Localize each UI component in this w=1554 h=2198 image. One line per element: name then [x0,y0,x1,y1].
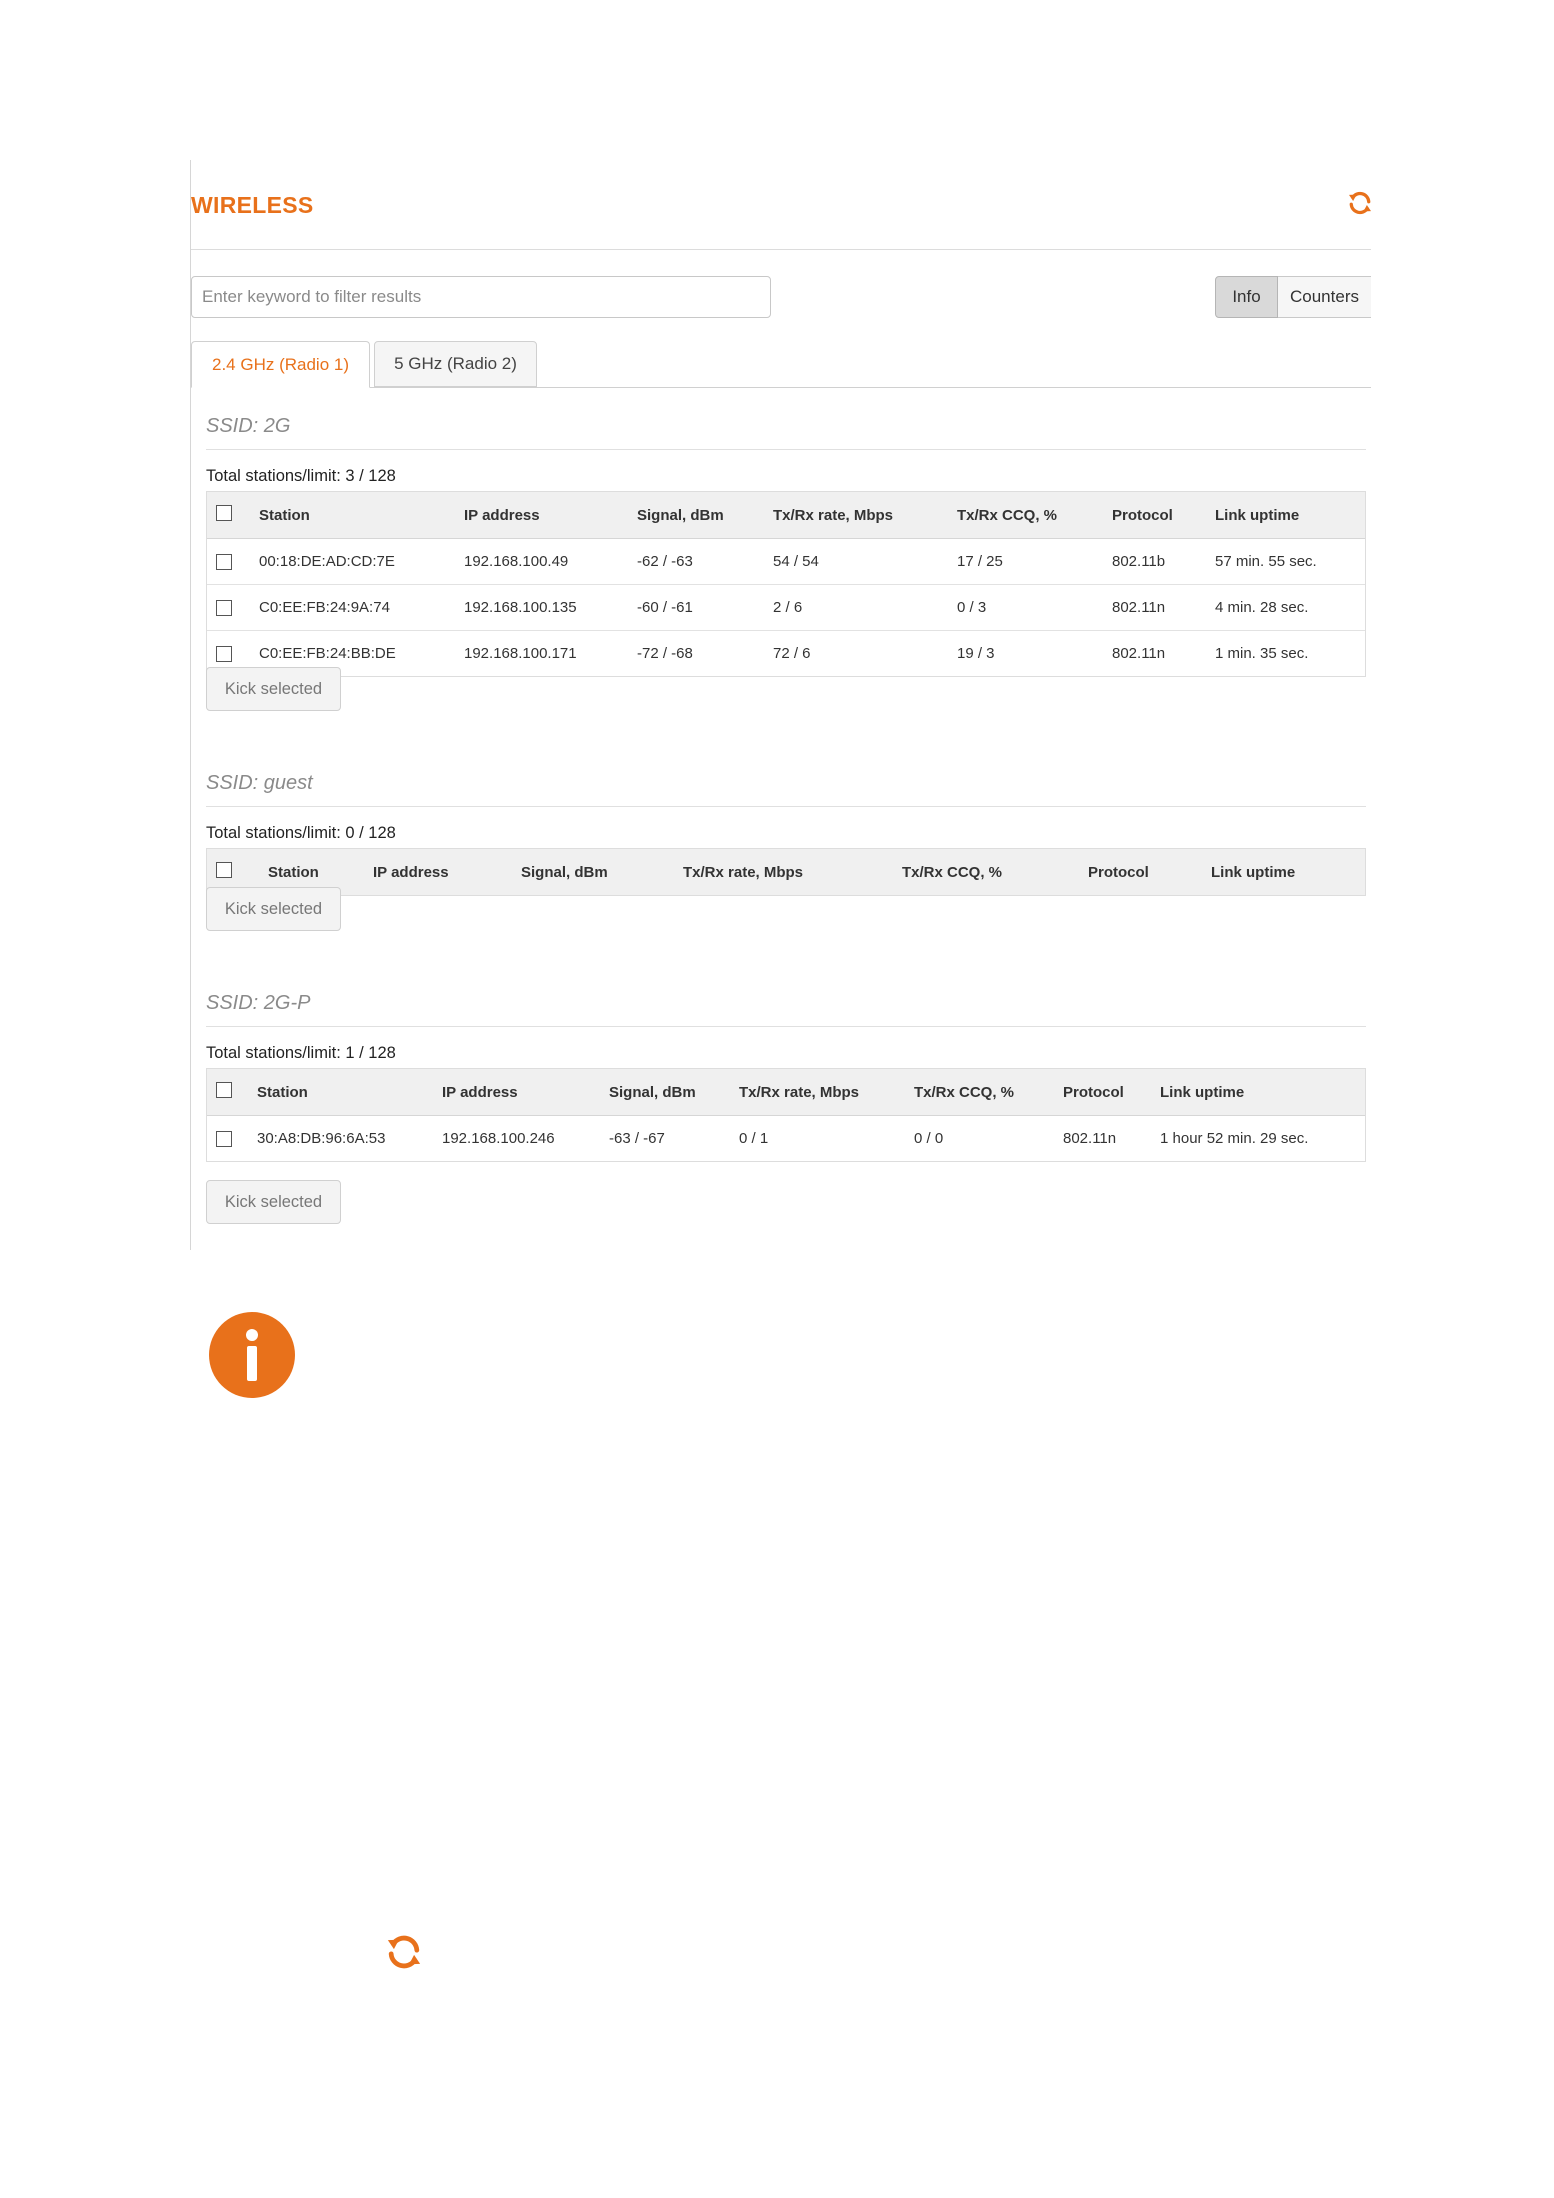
table-header [207,492,1365,539]
tab-radio-2[interactable]: 5 GHz (Radio 2) [374,341,537,387]
refresh-icon[interactable] [1345,188,1375,218]
row-checkbox[interactable] [216,1131,232,1147]
column-header-protocol: Protocol [1088,863,1149,881]
stations-table [206,491,1366,677]
select-all-checkbox[interactable] [216,862,232,878]
column-header-ip: IP address [464,506,540,524]
row-checkbox[interactable] [216,646,232,662]
station-signal: -62 / -63 [637,553,693,570]
column-header-ccq: Tx/Rx CCQ, % [914,1083,1015,1101]
column-header-station: Station [257,1083,308,1101]
column-header-ccq: Tx/Rx CCQ, % [902,863,1003,881]
column-header-protocol: Protocol [1112,506,1173,524]
station-rate: 0 / 1 [739,1130,769,1147]
station-ip: 192.168.100.49 [464,553,569,570]
page-title: WIRELESS [191,192,314,218]
stations-table [206,848,1366,896]
radio-tabs [191,341,1371,388]
stations-total: Total stations/limit: 1 / 128 [206,1044,396,1062]
ssid-divider [206,1026,1366,1027]
station-protocol: 802.11n [1063,1130,1117,1147]
station-rate: 2 / 6 [773,599,803,616]
station-mac: 30:A8:DB:96:6A:53 [257,1130,386,1147]
table-row [207,1116,1365,1161]
table-row [207,585,1365,631]
ssid-title: SSID: 2G [206,415,291,437]
station-ip: 192.168.100.246 [442,1130,555,1147]
header-divider [191,249,1371,250]
row-checkbox[interactable] [216,554,232,570]
column-header-rate: Tx/Rx rate, Mbps [739,1083,860,1101]
column-header-signal: Signal, dBm [521,863,608,881]
station-protocol: 802.11n [1112,599,1166,616]
station-ccq: 0 / 0 [914,1130,944,1147]
station-rate: 54 / 54 [773,553,819,570]
ssid-section-2g-p [206,992,1366,1242]
info-view-button[interactable]: Info [1215,276,1278,318]
refresh-icon [382,1930,426,1974]
column-header-station: Station [268,863,319,881]
station-ip: 192.168.100.135 [464,599,577,616]
ssid-section-guest [206,772,1366,932]
station-signal: -60 / -61 [637,599,693,616]
wireless-panel [190,160,1371,1250]
column-header-ccq: Tx/Rx CCQ, % [957,506,1058,524]
filter-input[interactable] [191,276,771,318]
column-header-signal: Signal, dBm [637,506,724,524]
column-header-station: Station [259,506,310,524]
kick-selected-button[interactable]: Kick selected [206,667,341,711]
column-header-protocol: Protocol [1063,1083,1124,1101]
ssid-title: SSID: guest [206,772,313,794]
table-header [207,849,1365,895]
ssid-title: SSID: 2G-P [206,992,311,1014]
station-signal: -63 / -67 [609,1130,665,1147]
select-all-checkbox[interactable] [216,1082,232,1098]
station-mac: C0:EE:FB:24:BB:DE [259,645,396,662]
station-ccq: 19 / 3 [957,645,995,662]
column-header-uptime: Link uptime [1160,1083,1245,1101]
table-row [207,539,1365,585]
station-ip: 192.168.100.171 [464,645,577,662]
station-ccq: 17 / 25 [957,553,1003,570]
station-uptime: 57 min. 55 sec. [1215,553,1317,570]
column-header-uptime: Link uptime [1211,863,1296,881]
ssid-divider [206,449,1366,450]
ssid-divider [206,806,1366,807]
stations-total: Total stations/limit: 0 / 128 [206,824,396,842]
column-header-uptime: Link uptime [1215,506,1300,524]
select-all-checkbox[interactable] [216,505,232,521]
station-mac: C0:EE:FB:24:9A:74 [259,599,390,616]
column-header-ip: IP address [442,1083,518,1101]
station-ccq: 0 / 3 [957,599,987,616]
table-row [207,631,1365,676]
station-rate: 72 / 6 [773,645,811,662]
stations-total: Total stations/limit: 3 / 128 [206,467,396,485]
kick-selected-button[interactable]: Kick selected [206,887,341,931]
column-header-ip: IP address [373,863,449,881]
row-checkbox[interactable] [216,600,232,616]
station-signal: -72 / -68 [637,645,693,662]
station-uptime: 1 hour 52 min. 29 sec. [1160,1130,1309,1147]
station-protocol: 802.11n [1112,645,1166,662]
column-header-rate: Tx/Rx rate, Mbps [773,506,894,524]
station-mac: 00:18:DE:AD:CD:7E [259,553,395,570]
station-uptime: 4 min. 28 sec. [1215,599,1309,616]
counters-view-button[interactable]: Counters [1278,276,1371,318]
stations-table [206,1068,1366,1162]
ssid-section-2g [206,415,1366,715]
station-protocol: 802.11b [1112,553,1166,570]
table-header [207,1069,1365,1116]
station-uptime: 1 min. 35 sec. [1215,645,1309,662]
view-toggle [1215,276,1371,318]
column-header-rate: Tx/Rx rate, Mbps [683,863,804,881]
info-icon [209,1312,295,1398]
kick-selected-button[interactable]: Kick selected [206,1180,341,1224]
tab-radio-1[interactable]: 2.4 GHz (Radio 1) [191,341,370,388]
column-header-signal: Signal, dBm [609,1083,696,1101]
